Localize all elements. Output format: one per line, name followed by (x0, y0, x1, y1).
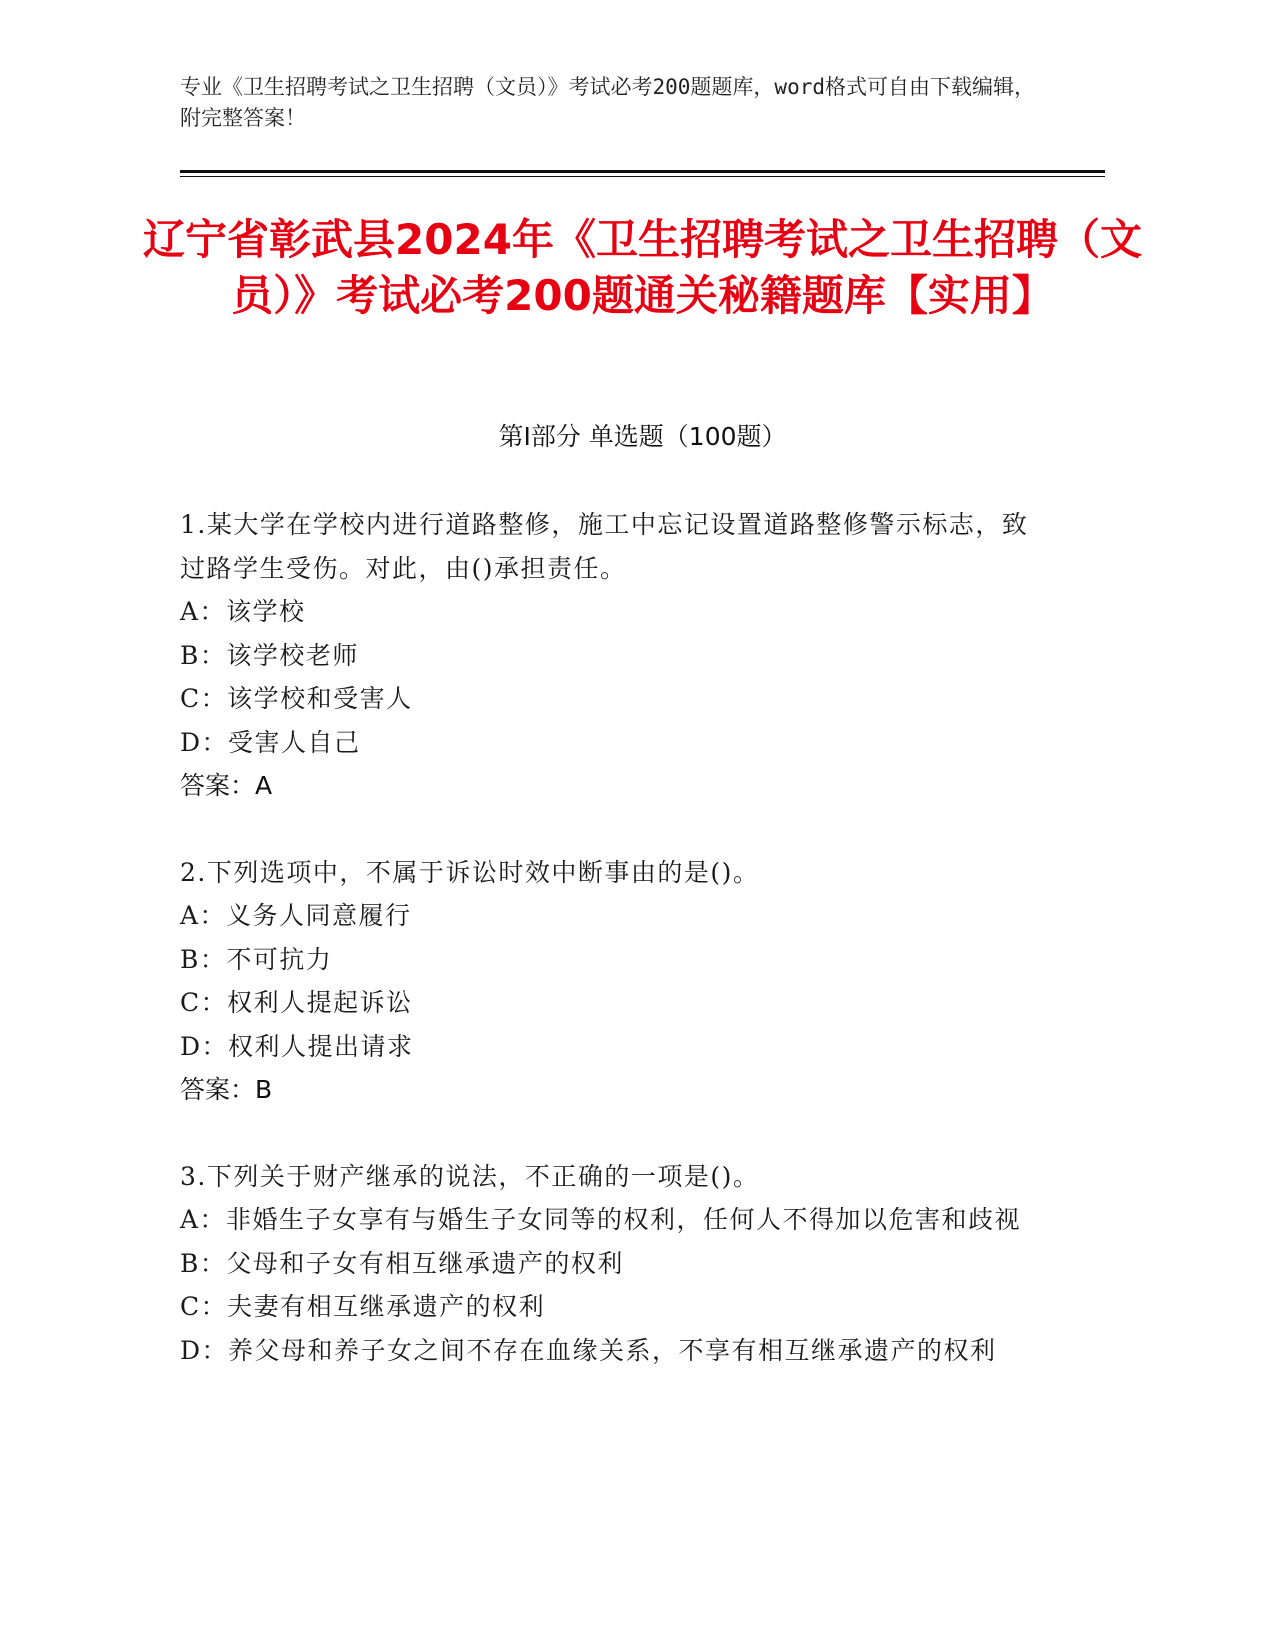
header-divider-thin (180, 176, 1105, 177)
option-d: D：养父母和养子女之间不存在血缘关系，不享有相互继承遗产的权利 (180, 1335, 997, 1365)
question-3 (180, 1155, 1105, 1373)
header-divider (180, 170, 1105, 173)
option-b: B：该学校老师 (180, 640, 359, 670)
option-b: B：不可抗力 (180, 944, 333, 974)
header-note: 专业《卫生招聘考试之卫生招聘（文员）》考试必考200题题库，word格式可自由下载编辑，附完整答案！ (180, 75, 1035, 130)
option-a: A：该学校 (180, 597, 306, 626)
option-d: D：受害人自己 (180, 727, 361, 757)
question-1 (180, 503, 1105, 808)
question-2 (180, 851, 1105, 1112)
option-c: C：夫妻有相互继承遗产的权利 (180, 1292, 546, 1321)
option-a: A：非婚生子女享有与婚生子女同等的权利，任何人不得加以危害和歧视 (180, 1205, 1022, 1234)
question-stem: 2.下列选项中，不属于诉讼时效中断事由的是()。 (180, 857, 760, 887)
option-c: C：权利人提起诉讼 (180, 988, 413, 1017)
option-b: B：父母和子女有相互继承遗产的权利 (180, 1248, 624, 1278)
answer: 答案：B (180, 1075, 273, 1104)
section-title: 第Ⅰ部分 单选题（100题） (498, 422, 787, 451)
question-list (180, 503, 1105, 1415)
question-stem: 1.某大学在学校内进行道路整修，施工中忘记设置道路整修警示标志，致过路学生受伤。对此，由()承担责任。 (180, 510, 1029, 583)
document-title: 辽宁省彰武县2024年《卫生招聘考试之卫生招聘（文员）》考试必考200题通关秘籍题库【实用】 (143, 215, 1142, 320)
option-a: A：义务人同意履行 (180, 901, 412, 930)
option-c: C：该学校和受害人 (180, 684, 413, 713)
question-stem: 3.下列关于财产继承的说法，不正确的一项是()。 (180, 1161, 760, 1191)
answer: 答案：A (180, 771, 273, 800)
option-d: D：权利人提出请求 (180, 1031, 414, 1061)
